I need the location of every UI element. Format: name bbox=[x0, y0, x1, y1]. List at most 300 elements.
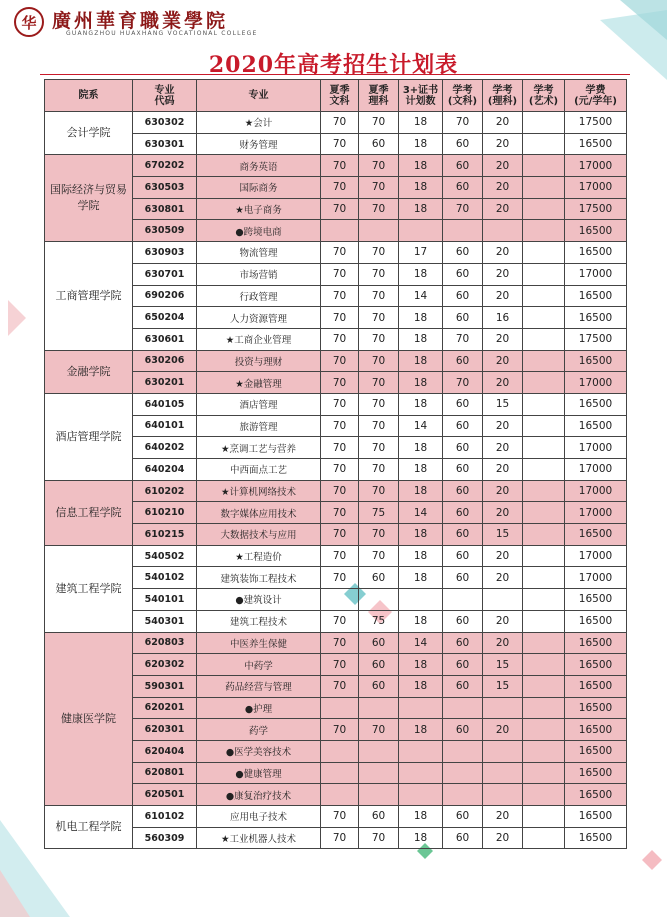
cert-plan: 18 bbox=[399, 307, 443, 329]
cert-plan: 18 bbox=[399, 675, 443, 697]
tuition: 17000 bbox=[565, 545, 627, 567]
xuekao-arts: 60 bbox=[443, 806, 483, 828]
summer-arts: 70 bbox=[321, 480, 359, 502]
table-row bbox=[45, 502, 627, 524]
summer-science: 70 bbox=[359, 198, 399, 220]
major-name: 行政管理 bbox=[197, 285, 321, 307]
major-code: 610202 bbox=[133, 480, 197, 502]
xuekao-science: 20 bbox=[483, 133, 523, 155]
table-row bbox=[45, 697, 627, 719]
table-row bbox=[45, 610, 627, 632]
xuekao-art bbox=[523, 372, 565, 394]
major-name: ★计算机网络技术 bbox=[197, 480, 321, 502]
cert-plan bbox=[399, 784, 443, 806]
major-name: 数字媒体应用技术 bbox=[197, 502, 321, 524]
xuekao-arts: 60 bbox=[443, 654, 483, 676]
major-code: 630509 bbox=[133, 220, 197, 242]
cert-plan: 14 bbox=[399, 415, 443, 437]
school-name-en: GUANGZHOU HUAXHANG VOCATIONAL COLLEGE bbox=[66, 30, 258, 37]
xuekao-science: 20 bbox=[483, 177, 523, 199]
major-name: ●跨境电商 bbox=[197, 220, 321, 242]
xuekao-science bbox=[483, 589, 523, 611]
major-code: 610215 bbox=[133, 524, 197, 546]
summer-arts: 70 bbox=[321, 567, 359, 589]
cert-plan: 18 bbox=[399, 350, 443, 372]
department-name: 酒店管理学院 bbox=[45, 393, 133, 480]
school-logo bbox=[14, 7, 44, 37]
major-name: ★工业机器人技术 bbox=[197, 827, 321, 849]
major-code: 620803 bbox=[133, 632, 197, 654]
tuition: 17500 bbox=[565, 328, 627, 350]
summer-science: 70 bbox=[359, 719, 399, 741]
xuekao-science: 20 bbox=[483, 567, 523, 589]
major-name: 商务英语 bbox=[197, 155, 321, 177]
school-name: 廣州華育職業學院 bbox=[52, 10, 229, 32]
column-header-line: (元/学年) bbox=[574, 95, 617, 107]
major-name: 药品经营与管理 bbox=[197, 675, 321, 697]
summer-arts: 70 bbox=[321, 285, 359, 307]
major-name: 旅游管理 bbox=[197, 415, 321, 437]
cert-plan: 18 bbox=[399, 567, 443, 589]
table-row bbox=[45, 198, 627, 220]
cert-plan: 18 bbox=[399, 524, 443, 546]
major-name: ★烹调工艺与营养 bbox=[197, 437, 321, 459]
column-header-line: (文科) bbox=[447, 95, 478, 107]
summer-science bbox=[359, 762, 399, 784]
department-name: 机电工程学院 bbox=[45, 806, 133, 849]
cert-plan: 18 bbox=[399, 263, 443, 285]
xuekao-arts: 60 bbox=[443, 480, 483, 502]
major-name: 市场营销 bbox=[197, 263, 321, 285]
xuekao-arts: 60 bbox=[443, 545, 483, 567]
tuition: 16500 bbox=[565, 393, 627, 415]
cert-plan: 18 bbox=[399, 459, 443, 481]
major-code: 610210 bbox=[133, 502, 197, 524]
table-row bbox=[45, 242, 627, 264]
xuekao-arts bbox=[443, 589, 483, 611]
cert-plan: 18 bbox=[399, 112, 443, 134]
column-header bbox=[321, 80, 359, 112]
summer-arts: 70 bbox=[321, 437, 359, 459]
column-header-line: 计划数 bbox=[405, 95, 436, 107]
major-name: 建筑工程技术 bbox=[197, 610, 321, 632]
summer-science: 70 bbox=[359, 307, 399, 329]
cert-plan: 18 bbox=[399, 610, 443, 632]
department-name: 会计学院 bbox=[45, 112, 133, 155]
xuekao-science: 20 bbox=[483, 112, 523, 134]
column-header bbox=[483, 80, 523, 112]
xuekao-art bbox=[523, 350, 565, 372]
xuekao-science: 20 bbox=[483, 610, 523, 632]
major-code: 540502 bbox=[133, 545, 197, 567]
xuekao-arts: 60 bbox=[443, 437, 483, 459]
summer-arts: 70 bbox=[321, 415, 359, 437]
column-header-line: 学考 bbox=[533, 84, 554, 96]
column-header-line: 3+证书 bbox=[402, 84, 439, 96]
cert-plan bbox=[399, 697, 443, 719]
major-code: 630302 bbox=[133, 112, 197, 134]
major-code: 620801 bbox=[133, 762, 197, 784]
summer-arts: 70 bbox=[321, 307, 359, 329]
column-header-line: 代码 bbox=[154, 95, 175, 107]
cert-plan: 18 bbox=[399, 328, 443, 350]
major-name: 投资与理财 bbox=[197, 350, 321, 372]
xuekao-art bbox=[523, 480, 565, 502]
xuekao-arts: 60 bbox=[443, 524, 483, 546]
xuekao-arts: 70 bbox=[443, 328, 483, 350]
major-code: 650204 bbox=[133, 307, 197, 329]
xuekao-arts: 60 bbox=[443, 719, 483, 741]
xuekao-arts: 60 bbox=[443, 567, 483, 589]
column-header bbox=[197, 80, 321, 112]
tuition: 17000 bbox=[565, 437, 627, 459]
summer-science bbox=[359, 697, 399, 719]
tuition: 16500 bbox=[565, 350, 627, 372]
xuekao-arts bbox=[443, 740, 483, 762]
summer-science: 60 bbox=[359, 632, 399, 654]
summer-arts: 70 bbox=[321, 177, 359, 199]
tuition: 17000 bbox=[565, 502, 627, 524]
summer-arts bbox=[321, 784, 359, 806]
summer-science bbox=[359, 220, 399, 242]
column-header-line: 学费 bbox=[585, 84, 606, 96]
tuition: 16500 bbox=[565, 307, 627, 329]
major-code: 620302 bbox=[133, 654, 197, 676]
tuition: 16500 bbox=[565, 285, 627, 307]
tuition: 17000 bbox=[565, 155, 627, 177]
xuekao-arts: 60 bbox=[443, 350, 483, 372]
table-row bbox=[45, 675, 627, 697]
summer-science: 70 bbox=[359, 393, 399, 415]
table-row bbox=[45, 263, 627, 285]
xuekao-science: 20 bbox=[483, 827, 523, 849]
xuekao-science: 20 bbox=[483, 806, 523, 828]
xuekao-science: 20 bbox=[483, 242, 523, 264]
major-code: 630601 bbox=[133, 328, 197, 350]
tuition: 17000 bbox=[565, 372, 627, 394]
xuekao-arts: 60 bbox=[443, 827, 483, 849]
xuekao-art bbox=[523, 827, 565, 849]
major-name: ★工程造价 bbox=[197, 545, 321, 567]
table-header-row bbox=[45, 80, 627, 112]
xuekao-art bbox=[523, 654, 565, 676]
tuition: 17000 bbox=[565, 567, 627, 589]
table-row bbox=[45, 806, 627, 828]
xuekao-arts: 60 bbox=[443, 155, 483, 177]
column-header-line: 文科 bbox=[329, 95, 350, 107]
major-code: 620501 bbox=[133, 784, 197, 806]
cert-plan: 18 bbox=[399, 719, 443, 741]
summer-science: 70 bbox=[359, 350, 399, 372]
column-header bbox=[443, 80, 483, 112]
table-row bbox=[45, 133, 627, 155]
xuekao-science: 20 bbox=[483, 198, 523, 220]
xuekao-science: 20 bbox=[483, 263, 523, 285]
tuition: 16500 bbox=[565, 610, 627, 632]
xuekao-arts: 60 bbox=[443, 285, 483, 307]
major-name: 国际商务 bbox=[197, 177, 321, 199]
tuition: 16500 bbox=[565, 415, 627, 437]
xuekao-art bbox=[523, 502, 565, 524]
xuekao-science: 20 bbox=[483, 415, 523, 437]
xuekao-science bbox=[483, 740, 523, 762]
table-row bbox=[45, 220, 627, 242]
xuekao-science: 20 bbox=[483, 285, 523, 307]
xuekao-art bbox=[523, 220, 565, 242]
table-row bbox=[45, 740, 627, 762]
table-row bbox=[45, 459, 627, 481]
table-row bbox=[45, 112, 627, 134]
tuition: 16500 bbox=[565, 133, 627, 155]
xuekao-art bbox=[523, 589, 565, 611]
department-name: 健康医学院 bbox=[45, 632, 133, 806]
major-code: 560309 bbox=[133, 827, 197, 849]
xuekao-arts: 60 bbox=[443, 393, 483, 415]
tuition: 16500 bbox=[565, 762, 627, 784]
major-name: ●医学美容技术 bbox=[197, 740, 321, 762]
cert-plan: 18 bbox=[399, 545, 443, 567]
summer-arts: 70 bbox=[321, 610, 359, 632]
table-row bbox=[45, 827, 627, 849]
table-row bbox=[45, 155, 627, 177]
xuekao-science: 20 bbox=[483, 632, 523, 654]
xuekao-arts bbox=[443, 220, 483, 242]
summer-science: 70 bbox=[359, 155, 399, 177]
summer-arts: 70 bbox=[321, 524, 359, 546]
xuekao-art bbox=[523, 524, 565, 546]
table-row bbox=[45, 437, 627, 459]
xuekao-art bbox=[523, 177, 565, 199]
summer-arts: 70 bbox=[321, 675, 359, 697]
table-row bbox=[45, 372, 627, 394]
tuition: 16500 bbox=[565, 827, 627, 849]
tuition: 16500 bbox=[565, 806, 627, 828]
table-row bbox=[45, 285, 627, 307]
xuekao-science: 20 bbox=[483, 155, 523, 177]
major-name: ●建筑设计 bbox=[197, 589, 321, 611]
summer-arts bbox=[321, 220, 359, 242]
header bbox=[0, 0, 667, 48]
xuekao-art bbox=[523, 437, 565, 459]
table-row bbox=[45, 632, 627, 654]
tuition: 16500 bbox=[565, 740, 627, 762]
xuekao-arts bbox=[443, 762, 483, 784]
xuekao-art bbox=[523, 806, 565, 828]
major-code: 630903 bbox=[133, 242, 197, 264]
xuekao-arts: 70 bbox=[443, 198, 483, 220]
table-row bbox=[45, 762, 627, 784]
major-code: 620301 bbox=[133, 719, 197, 741]
table-row bbox=[45, 654, 627, 676]
cert-plan: 14 bbox=[399, 285, 443, 307]
xuekao-art bbox=[523, 242, 565, 264]
xuekao-science: 15 bbox=[483, 393, 523, 415]
column-header bbox=[523, 80, 565, 112]
xuekao-art bbox=[523, 112, 565, 134]
xuekao-arts: 70 bbox=[443, 112, 483, 134]
summer-science: 70 bbox=[359, 372, 399, 394]
table-row bbox=[45, 328, 627, 350]
major-name: 中西面点工艺 bbox=[197, 459, 321, 481]
major-code: 640204 bbox=[133, 459, 197, 481]
summer-science: 70 bbox=[359, 285, 399, 307]
summer-arts: 70 bbox=[321, 372, 359, 394]
summer-science: 70 bbox=[359, 112, 399, 134]
xuekao-arts: 60 bbox=[443, 675, 483, 697]
cert-plan: 14 bbox=[399, 502, 443, 524]
cert-plan: 18 bbox=[399, 198, 443, 220]
major-name: 人力资源管理 bbox=[197, 307, 321, 329]
summer-science bbox=[359, 740, 399, 762]
xuekao-science bbox=[483, 762, 523, 784]
column-header-line: 专业 bbox=[248, 90, 269, 101]
summer-science bbox=[359, 784, 399, 806]
major-name: ●康复治疗技术 bbox=[197, 784, 321, 806]
summer-arts: 70 bbox=[321, 393, 359, 415]
major-code: 630801 bbox=[133, 198, 197, 220]
xuekao-science: 15 bbox=[483, 675, 523, 697]
xuekao-arts: 60 bbox=[443, 133, 483, 155]
tuition: 16500 bbox=[565, 784, 627, 806]
tuition: 16500 bbox=[565, 589, 627, 611]
tuition: 17000 bbox=[565, 480, 627, 502]
xuekao-art bbox=[523, 263, 565, 285]
major-code: 690206 bbox=[133, 285, 197, 307]
department-name: 金融学院 bbox=[45, 350, 133, 393]
xuekao-arts: 60 bbox=[443, 307, 483, 329]
major-code: 670202 bbox=[133, 155, 197, 177]
xuekao-arts bbox=[443, 784, 483, 806]
tuition: 17500 bbox=[565, 112, 627, 134]
summer-science: 70 bbox=[359, 827, 399, 849]
summer-science: 60 bbox=[359, 806, 399, 828]
deco-diamond-bottom-right bbox=[642, 850, 662, 870]
xuekao-science: 15 bbox=[483, 524, 523, 546]
xuekao-science: 20 bbox=[483, 545, 523, 567]
xuekao-science: 20 bbox=[483, 350, 523, 372]
cert-plan: 18 bbox=[399, 654, 443, 676]
page-title: 2020年高考招生计划表 bbox=[208, 52, 459, 78]
summer-science: 70 bbox=[359, 415, 399, 437]
cert-plan: 18 bbox=[399, 393, 443, 415]
cert-plan: 18 bbox=[399, 827, 443, 849]
cert-plan: 18 bbox=[399, 437, 443, 459]
xuekao-art bbox=[523, 762, 565, 784]
major-code: 630301 bbox=[133, 133, 197, 155]
column-header-line: (理科) bbox=[487, 95, 518, 107]
major-code: 630206 bbox=[133, 350, 197, 372]
major-code: 630201 bbox=[133, 372, 197, 394]
column-header-line: 夏季 bbox=[368, 84, 389, 96]
tuition: 16500 bbox=[565, 697, 627, 719]
major-code: 630701 bbox=[133, 263, 197, 285]
summer-arts: 70 bbox=[321, 198, 359, 220]
xuekao-science: 20 bbox=[483, 372, 523, 394]
tuition: 16500 bbox=[565, 220, 627, 242]
cert-plan bbox=[399, 589, 443, 611]
summer-science: 60 bbox=[359, 675, 399, 697]
column-header bbox=[359, 80, 399, 112]
summer-arts: 70 bbox=[321, 263, 359, 285]
xuekao-art bbox=[523, 632, 565, 654]
xuekao-science bbox=[483, 784, 523, 806]
major-name: ★会计 bbox=[197, 112, 321, 134]
summer-arts: 70 bbox=[321, 502, 359, 524]
tuition: 16500 bbox=[565, 632, 627, 654]
tuition: 16500 bbox=[565, 719, 627, 741]
xuekao-art bbox=[523, 545, 565, 567]
tuition: 16500 bbox=[565, 675, 627, 697]
xuekao-art bbox=[523, 393, 565, 415]
major-name: 酒店管理 bbox=[197, 393, 321, 415]
table-row bbox=[45, 415, 627, 437]
summer-arts: 70 bbox=[321, 459, 359, 481]
xuekao-arts: 60 bbox=[443, 502, 483, 524]
major-name: ●健康管理 bbox=[197, 762, 321, 784]
xuekao-science: 20 bbox=[483, 480, 523, 502]
xuekao-arts: 60 bbox=[443, 632, 483, 654]
summer-arts: 70 bbox=[321, 806, 359, 828]
summer-science: 70 bbox=[359, 437, 399, 459]
summer-arts: 70 bbox=[321, 155, 359, 177]
column-header bbox=[399, 80, 443, 112]
cert-plan: 18 bbox=[399, 372, 443, 394]
column-header-line: 专业 bbox=[154, 84, 175, 96]
cert-plan bbox=[399, 740, 443, 762]
summer-arts: 70 bbox=[321, 632, 359, 654]
xuekao-art bbox=[523, 697, 565, 719]
summer-science: 70 bbox=[359, 459, 399, 481]
summer-science: 75 bbox=[359, 502, 399, 524]
xuekao-art bbox=[523, 567, 565, 589]
xuekao-art bbox=[523, 198, 565, 220]
table-row bbox=[45, 545, 627, 567]
major-code: 640101 bbox=[133, 415, 197, 437]
xuekao-science: 15 bbox=[483, 654, 523, 676]
column-header bbox=[133, 80, 197, 112]
column-header bbox=[565, 80, 627, 112]
major-name: 建筑装饰工程技术 bbox=[197, 567, 321, 589]
xuekao-science: 16 bbox=[483, 307, 523, 329]
table-row bbox=[45, 784, 627, 806]
title-divider bbox=[40, 74, 630, 75]
xuekao-art bbox=[523, 307, 565, 329]
summer-arts bbox=[321, 697, 359, 719]
cert-plan: 18 bbox=[399, 155, 443, 177]
major-name: ★金融管理 bbox=[197, 372, 321, 394]
table-row bbox=[45, 524, 627, 546]
department-name: 国际经济与贸易学院 bbox=[45, 155, 133, 242]
summer-science: 60 bbox=[359, 133, 399, 155]
summer-science: 70 bbox=[359, 263, 399, 285]
major-code: 620404 bbox=[133, 740, 197, 762]
xuekao-arts: 60 bbox=[443, 242, 483, 264]
column-header-line: 理科 bbox=[368, 95, 389, 107]
department-name: 信息工程学院 bbox=[45, 480, 133, 545]
summer-arts: 70 bbox=[321, 133, 359, 155]
xuekao-science: 20 bbox=[483, 502, 523, 524]
table-row bbox=[45, 393, 627, 415]
xuekao-science bbox=[483, 220, 523, 242]
table-row bbox=[45, 719, 627, 741]
summer-arts: 70 bbox=[321, 112, 359, 134]
column-header-line: 学考 bbox=[452, 84, 473, 96]
cert-plan: 17 bbox=[399, 242, 443, 264]
summer-arts bbox=[321, 589, 359, 611]
summer-arts bbox=[321, 740, 359, 762]
xuekao-art bbox=[523, 328, 565, 350]
table-row bbox=[45, 589, 627, 611]
